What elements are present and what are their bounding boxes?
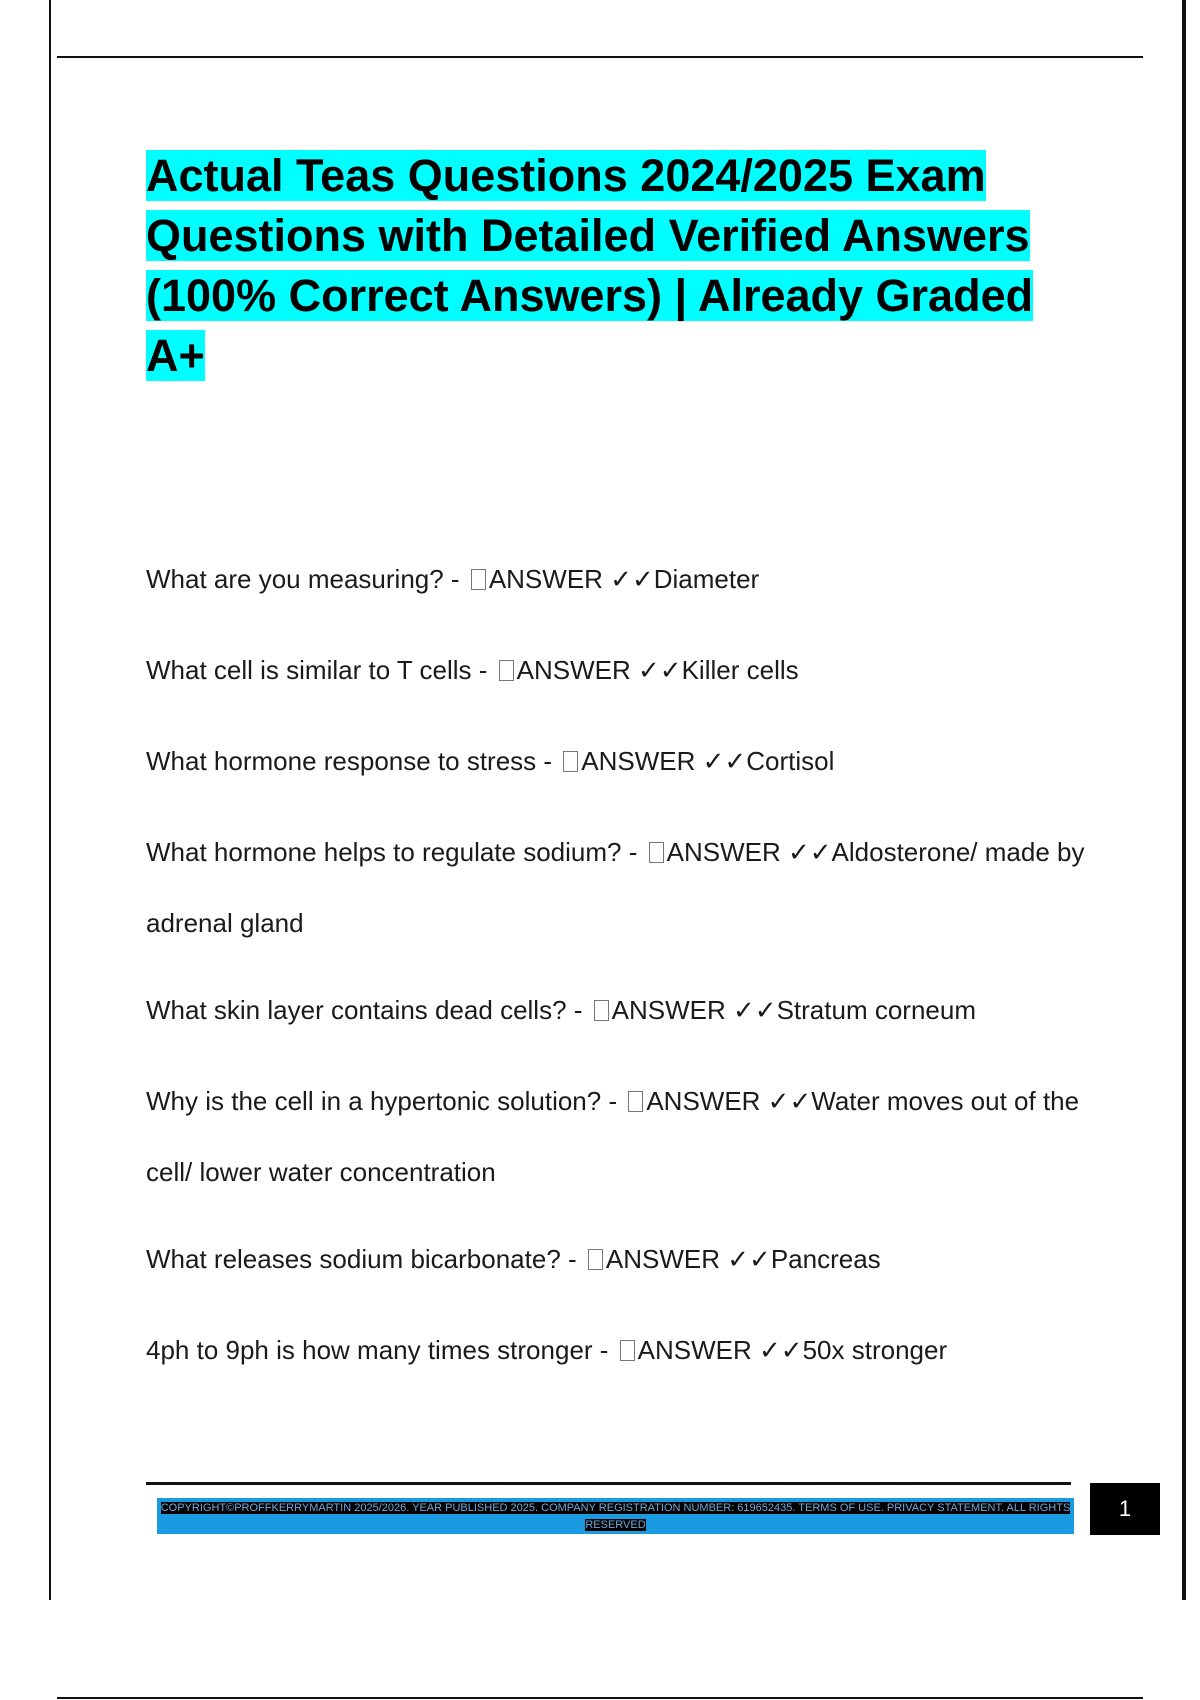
answer-text: Water moves out of the cell/ lower water concentration	[146, 1086, 1080, 1187]
footer-copyright	[157, 1500, 1074, 1534]
page-border-right	[1182, 0, 1186, 1600]
answer-marker: ANSWER ✓✓	[637, 1335, 803, 1365]
qa-item-1	[146, 544, 1086, 615]
footer-rule	[146, 1482, 1071, 1485]
answer-marker: ANSWER ✓✓	[605, 1244, 771, 1274]
answer-marker: ANSWER ✓✓	[666, 837, 832, 867]
answer-marker: ANSWER ✓✓	[516, 655, 682, 685]
answer-marker: ANSWER ✓✓	[581, 746, 747, 776]
question-text: What cell is similar to T cells -	[146, 655, 495, 685]
page-border-left	[49, 0, 51, 1600]
missing-glyph-icon	[620, 1340, 635, 1361]
document-title	[146, 146, 1086, 386]
qa-item-2	[146, 635, 1086, 706]
missing-glyph-icon	[499, 660, 514, 681]
footer-copyright-text: COPYRIGHT©PROFFKERRYMARTIN 2025/2026. YEAR PUBLISHED 2025. COMPANY REGISTRATION NUMBER: 619652435. TERMS OF USE. PRIVACY STATEMENT. ALL RIGHTS RESERVED	[160, 1502, 1071, 1531]
question-text: What releases sodium bicarbonate? -	[146, 1244, 584, 1274]
answer-text: Stratum corneum	[776, 995, 976, 1025]
qa-item-8	[146, 1315, 1086, 1386]
document-title-text: Actual Teas Questions 2024/2025 Exam Questions with Detailed Verified Answers (100% Correct Answers) | Already Graded A+	[146, 150, 1034, 381]
missing-glyph-icon	[594, 1000, 609, 1021]
next-page-rule	[57, 1697, 1143, 1699]
answer-marker: ANSWER ✓✓	[611, 995, 777, 1025]
question-text: What are you measuring? -	[146, 564, 467, 594]
missing-glyph-icon	[471, 569, 486, 590]
answer-text: Pancreas	[770, 1244, 881, 1274]
header-rule	[57, 56, 1143, 58]
question-text: What hormone response to stress -	[146, 746, 560, 776]
question-text: 4ph to 9ph is how many times stronger -	[146, 1335, 616, 1365]
answer-text: Diameter	[653, 564, 760, 594]
missing-glyph-icon	[628, 1091, 643, 1112]
qa-item-6	[146, 1066, 1086, 1208]
missing-glyph-icon	[588, 1249, 603, 1270]
missing-glyph-icon	[563, 751, 578, 772]
question-text: Why is the cell in a hypertonic solution? -	[146, 1086, 625, 1116]
answer-text: Aldosterone/ made by adrenal gland	[146, 837, 1085, 938]
qa-item-7	[146, 1224, 1086, 1295]
answer-text: Cortisol	[746, 746, 835, 776]
question-text: What hormone helps to regulate sodium? -	[146, 837, 645, 867]
page-number: 1	[1090, 1483, 1160, 1535]
qa-item-4	[146, 817, 1086, 959]
question-text: What skin layer contains dead cells? -	[146, 995, 590, 1025]
answer-text: Killer cells	[681, 655, 799, 685]
answer-text: 50x stronger	[802, 1335, 948, 1365]
answer-marker: ANSWER ✓✓	[488, 564, 654, 594]
answer-marker: ANSWER ✓✓	[646, 1086, 812, 1116]
qa-item-3	[146, 726, 1086, 797]
missing-glyph-icon	[649, 842, 664, 863]
qa-item-5	[146, 975, 1086, 1046]
